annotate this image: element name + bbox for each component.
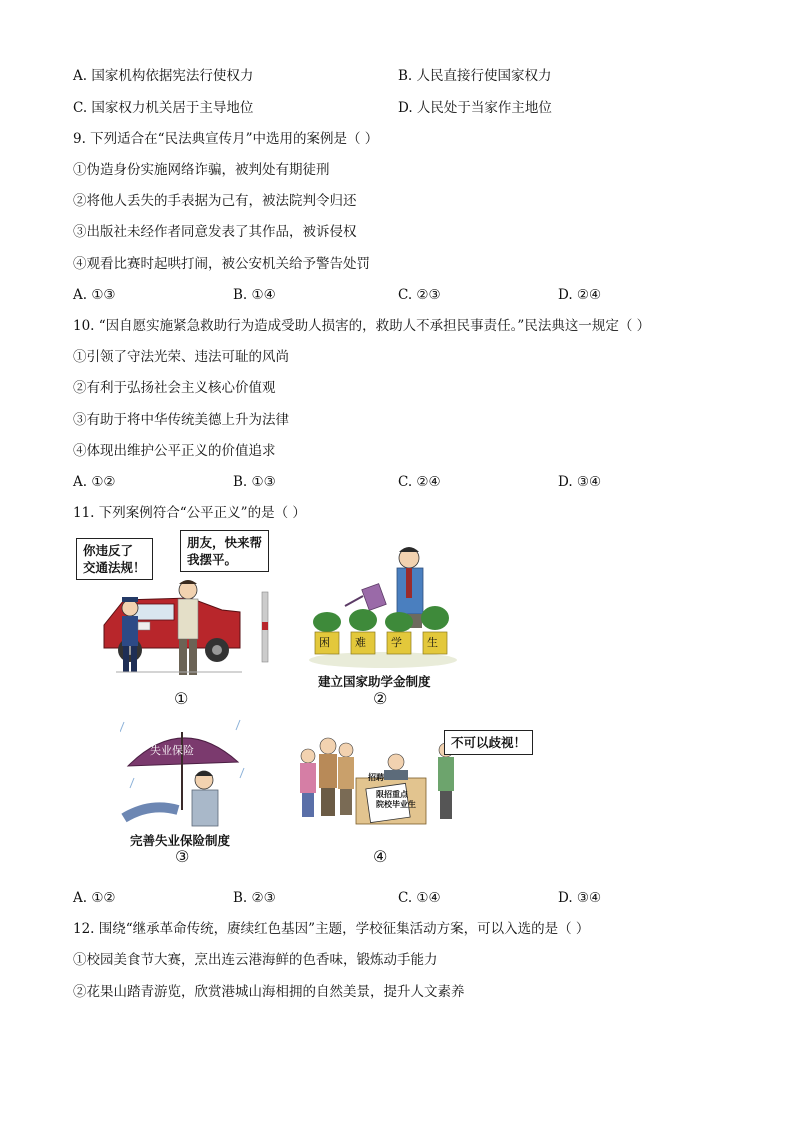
q9-stem: 9. 下列适合在“民法典宣传月”中选用的案例是（ ） (73, 131, 379, 147)
figure-student-aid (305, 540, 460, 672)
pot-label-3: 学 (391, 636, 402, 649)
figure-3-caption: 完善失业保险制度 (130, 833, 231, 848)
q9-option-d: D. ②④ (558, 287, 602, 303)
recruitment-restriction-sign: 限招重点 院校毕业生 (376, 790, 416, 809)
desk-sign-label: 招聘 (368, 773, 384, 782)
q9-item-2: ②将他人丢失的手表据为己有，被法院判令归还 (73, 193, 357, 209)
q11-option-b: B. ②③ (233, 890, 276, 906)
figure-traffic-violation (72, 530, 278, 690)
figure-2-number: ② (373, 689, 388, 708)
watering-plants-illustration (305, 540, 460, 672)
q10-option-d: D. ③④ (558, 474, 602, 490)
pot-label-1: 困 (319, 636, 330, 649)
q9-option-b: B. ①④ (233, 287, 276, 303)
q9-item-3: ③出版社未经作者同意发表了其作品，被诉侵权 (73, 224, 357, 240)
umbrella-label: 失业保险 (150, 744, 194, 757)
q10-item-2: ②有利于弘扬社会主义核心价值观 (73, 380, 276, 396)
figure-4-number: ④ (373, 847, 388, 866)
q9-option-a: A. ①③ (73, 287, 116, 303)
figure-3-number: ③ (175, 847, 190, 866)
figure-2-caption: 建立国家助学金制度 (318, 674, 431, 689)
q10-option-a: A. ①② (73, 474, 116, 490)
umbrella-illustration (120, 718, 250, 830)
q8-option-c: C. 国家权力机关居于主导地位 (73, 100, 254, 116)
q11-option-c: C. ①④ (398, 890, 441, 906)
q11-option-a: A. ①② (73, 890, 116, 906)
q12-stem: 12. 围绕“继承革命传统，赓续红色基因”主题，学校征集活动方案，可以入选的是（ ） (73, 921, 590, 937)
speech-bubble-driver: 朋友，快来帮 我摆平。 (180, 530, 269, 572)
q10-item-1: ①引领了守法光荣、违法可耻的风尚 (73, 349, 289, 365)
q10-option-c: C. ②④ (398, 474, 441, 490)
q10-stem: 10. “因自愿实施紧急救助行为造成受助人损害的，救助人不承担民事责任。”民法典这一规定（ ） (73, 318, 651, 334)
q9-item-1: ①伪造身份实施网络诈骗，被判处有期徒刑 (73, 162, 330, 178)
q8-option-b: B. 人民直接行使国家权力 (398, 68, 552, 84)
q8-option-d: D. 人民处于当家作主地位 (398, 100, 552, 116)
q10-option-b: B. ①③ (233, 474, 276, 490)
q11-stem: 11. 下列案例符合“公平正义”的是（ ） (73, 505, 306, 521)
figure-no-discrimination (296, 730, 528, 830)
speech-bubble-no-discrimination: 不可以歧视！ (444, 730, 533, 755)
q10-item-4: ④体现出维护公平正义的价值追求 (73, 443, 276, 459)
speech-bubble-police: 你违反了 交通法规！ (76, 538, 153, 580)
q10-item-3: ③有助于将中华传统美德上升为法律 (73, 412, 289, 428)
pot-label-4: 生 (427, 636, 438, 649)
q8-option-a: A. 国家机构依据宪法行使权力 (73, 68, 254, 84)
q9-item-4: ④观看比赛时起哄打闹，被公安机关给予警告处罚 (73, 256, 370, 272)
figure-1-number: ① (174, 689, 189, 708)
pot-label-2: 难 (355, 636, 366, 649)
q12-item-2: ②花果山踏青游览，欣赏港城山海相拥的自然美景，提升人文素养 (73, 984, 465, 1000)
q11-option-d: D. ③④ (558, 890, 602, 906)
figure-unemployment-insurance (120, 718, 250, 830)
q9-option-c: C. ②③ (398, 287, 441, 303)
q12-item-1: ①校园美食节大赛，烹出连云港海鲜的色香味，锻炼动手能力 (73, 952, 438, 968)
